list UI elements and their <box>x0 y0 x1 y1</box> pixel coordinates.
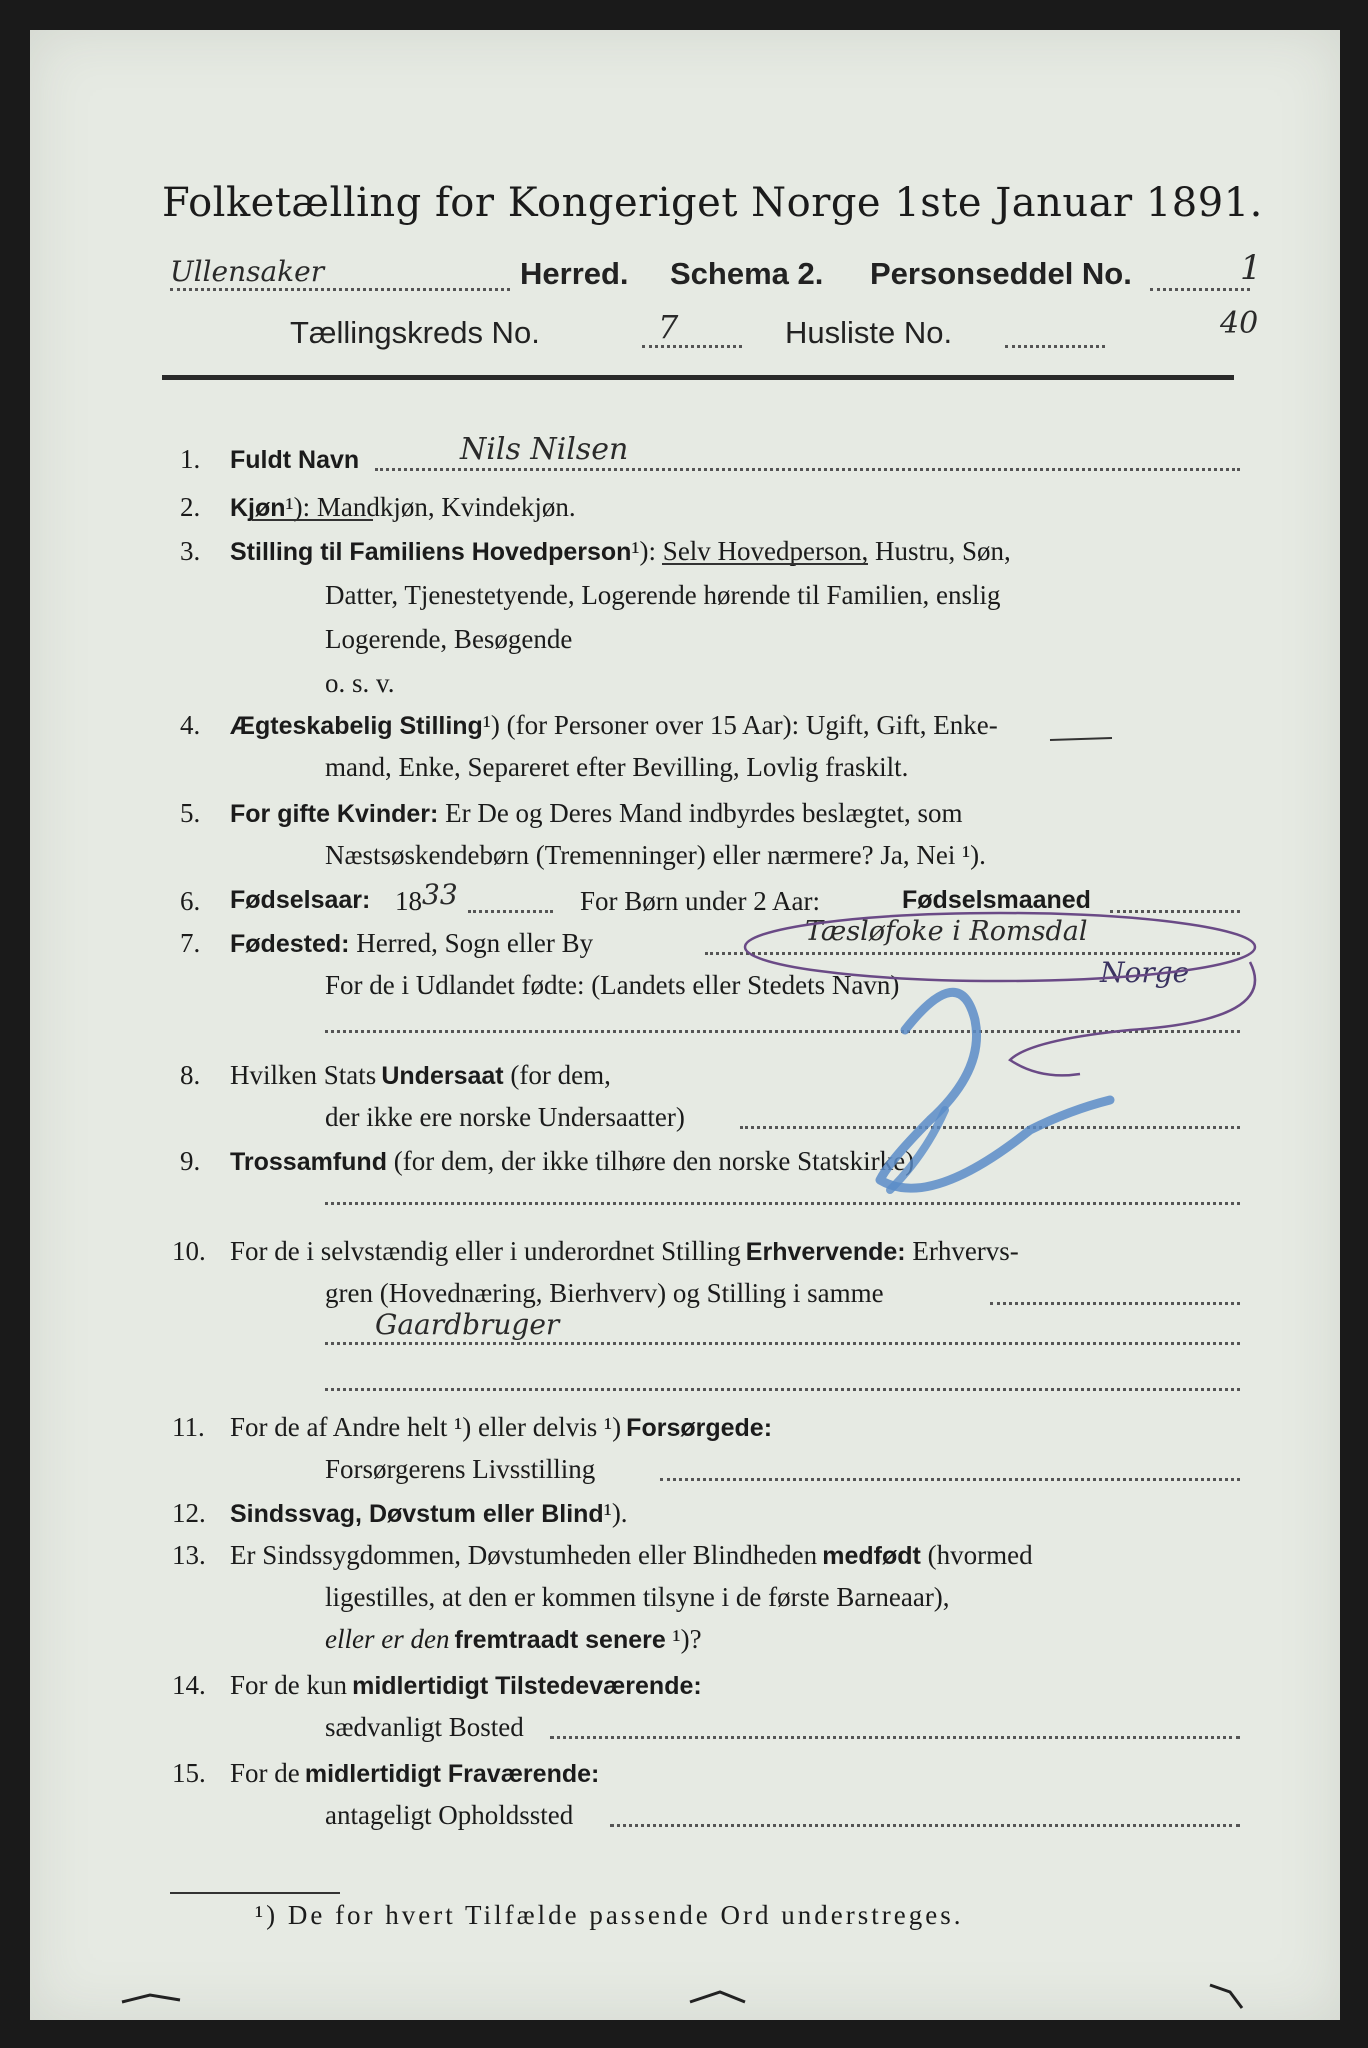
item-13-number: 13. <box>172 1540 206 1570</box>
item-1-label: Fuldt Navn <box>230 446 360 474</box>
item-3-options-1: Selv Hovedperson, Hustru, Søn, <box>656 536 1011 566</box>
item-10-number: 10. <box>172 1236 206 1266</box>
item-2-label: Kjøn <box>230 494 286 522</box>
item-10-text-1b: Erhvervs- <box>905 1236 1019 1266</box>
item-10-text-1: For de i selvstændig eller i underordnet Stilling <box>230 1236 741 1266</box>
item-7-number: 7. <box>180 928 201 958</box>
item-13-line-3 <box>325 1624 702 1655</box>
item-14-label: midlertidigt Tilstedeværende: <box>352 1672 702 1700</box>
item-6-month-label: Fødselsmaaned <box>902 886 1091 914</box>
personseddel-label: Personseddel No. <box>870 256 1132 291</box>
item-15-text-1: For de <box>230 1758 300 1788</box>
kreds-value: 7 <box>658 308 679 346</box>
item-15-line-1 <box>230 1758 599 1789</box>
item-2-sup: ¹): <box>285 492 311 522</box>
item-15-label: midlertidigt Fraværende: <box>304 1760 600 1788</box>
item-1-dots <box>375 468 1240 471</box>
item-14-text-1: For de kun <box>230 1670 347 1700</box>
item-5-question-1: Er De og Deres Mand indbyrdes beslægtet, som <box>438 798 963 828</box>
item-8-text-2: der ikke ere norske Undersaatter) <box>325 1102 685 1132</box>
item-6-children-text: For Børn under 2 Aar: <box>580 886 820 916</box>
item-7-foreign-value: Norge <box>1100 956 1190 989</box>
item-11-text-2: Forsørgerens Livsstilling <box>325 1454 596 1484</box>
item-8-number: 8. <box>180 1060 201 1090</box>
item-7-dots-1 <box>705 952 1240 955</box>
item-15-dots <box>610 1824 1240 1827</box>
item-6-year-value: 33 <box>422 878 458 911</box>
corner-mark-left <box>122 1995 180 2002</box>
item-11-text-1: For de af Andre helt ¹) eller delvis ¹) <box>230 1412 622 1442</box>
underline-gift <box>1050 738 1112 740</box>
item-7-birthplace-value: Tæsløfoke i Romsdal <box>805 916 1088 947</box>
item-5-number: 5. <box>180 798 201 828</box>
item-13-label: medfødt <box>822 1542 921 1570</box>
item-10-text-2: gren (Hovednæring, Bierhverv) og Stilling i samme <box>325 1278 884 1308</box>
item-8-line-1 <box>230 1060 611 1091</box>
item-8-label: Hvilken Stats <box>230 1060 377 1090</box>
item-5-label: For gifte Kvinder: <box>230 800 439 828</box>
item-3-options-2: Datter, Tjenestetyende, Logerende hørende til Familien, enslig <box>325 580 1001 610</box>
kreds-dots <box>642 345 742 348</box>
husliste-label: Husliste No. <box>785 315 953 350</box>
item-4-options-1: (for Personer over 15 Aar): Ugift, Gift, Enke- <box>499 710 998 740</box>
item-4-label: Ægteskabelig Stilling <box>230 712 483 740</box>
herred-value: Ullensaker <box>170 255 325 288</box>
item-3-sup: ¹): <box>631 536 657 566</box>
husliste-dots <box>1005 345 1105 348</box>
corner-mark-center <box>690 1992 745 2002</box>
item-9-text-1: (for dem, der ikke tilhøre den norske Statskirke) <box>386 1146 915 1176</box>
item-3-line-1 <box>230 536 1011 567</box>
item-7-line-1 <box>230 928 593 959</box>
item-13-text-3b: fremtraadt senere <box>454 1626 666 1654</box>
item-13-text-2: ligestilles, at den er kommen tilsyne i de første Barneaar), <box>325 1582 950 1612</box>
item-4-line-1 <box>230 710 998 741</box>
annotation-overlay <box>30 30 1340 2020</box>
item-13-line-1 <box>230 1540 1033 1571</box>
item-9-dots <box>325 1202 1240 1205</box>
item-2-text <box>230 492 576 523</box>
item-6-label: Fødselsaar: <box>230 886 371 914</box>
schema-label: Schema 2. <box>670 256 824 291</box>
item-10-value: Gaardbruger <box>375 1308 560 1341</box>
herred-label: Herred. <box>520 256 629 291</box>
item-3-options-3: Logerende, Besøgende <box>325 624 573 654</box>
kreds-label: Tællingskreds No. <box>290 315 540 350</box>
item-9-number: 9. <box>180 1146 201 1176</box>
item-13-text-3c: ¹)? <box>665 1624 702 1654</box>
item-11-label: Forsørgede: <box>626 1414 773 1442</box>
item-11-dots <box>660 1478 1240 1481</box>
corner-mark-right <box>1210 1985 1242 2008</box>
item-5-question-2: Næstsøskendebørn (Tremenninger) eller nærmere? Ja, Nei ¹). <box>325 840 986 870</box>
item-7-birthplace-text: Herred, Sogn eller By <box>349 928 594 958</box>
item-15-text-2: antageligt Opholdssted <box>325 1800 574 1830</box>
husliste-value: 40 <box>1220 306 1259 341</box>
item-2-options: Mandkjøn, Kvindekjøn. <box>310 492 576 522</box>
item-14-text-2: sædvanligt Bosted <box>325 1712 524 1742</box>
item-4-options-2: mand, Enke, Separeret efter Bevilling, Lovlig fraskilt. <box>325 752 909 782</box>
item-1-number: 1. <box>180 444 201 474</box>
item-12-number: 12. <box>172 1498 206 1528</box>
herred-dots <box>170 288 510 291</box>
item-5-line-1 <box>230 798 963 829</box>
census-form-sheet <box>30 30 1340 2020</box>
item-2-number: 2. <box>180 492 201 522</box>
item-7-label: Fødested: <box>230 930 350 958</box>
item-6-month-dots <box>1110 910 1240 913</box>
item-10-line-1 <box>230 1236 1019 1267</box>
item-12-sup: ¹). <box>603 1498 628 1528</box>
item-15-number: 15. <box>172 1758 206 1788</box>
blue-pencil-mark <box>880 992 1110 1188</box>
item-1-value: Nils Nilsen <box>460 432 629 467</box>
item-13-text-3a: eller er den <box>325 1624 450 1654</box>
item-11-line-1 <box>230 1412 772 1443</box>
item-14-dots <box>550 1736 1240 1739</box>
item-14-number: 14. <box>172 1670 206 1700</box>
item-14-line-1 <box>230 1670 702 1701</box>
item-10-label: Erhvervende: <box>745 1238 906 1266</box>
item-3-label: Stilling til Familiens Hovedperson <box>230 538 632 566</box>
header-rule <box>162 375 1234 380</box>
item-13-text-1: Er Sindssygdommen, Døvstumheden eller Blindheden <box>230 1540 818 1570</box>
item-10-dots-3 <box>325 1388 1240 1391</box>
item-11-number: 11. <box>172 1412 205 1442</box>
footnote-rule <box>170 1892 340 1894</box>
item-6-year-dots <box>468 910 553 913</box>
item-10-dots-2 <box>325 1342 1240 1345</box>
form-title: Folketælling for Kongeriget Norge 1ste Januar 1891. <box>162 180 1263 226</box>
item-7-dots-2 <box>325 1030 1240 1033</box>
item-3-number: 3. <box>180 536 201 566</box>
item-8-label-bold: Undersaat <box>381 1062 504 1090</box>
item-13-text-1b: (hvormed <box>920 1540 1033 1570</box>
item-9-label: Trossamfund <box>230 1148 387 1176</box>
item-6-year-prefix: 18 <box>395 886 422 916</box>
item-8-text-1: (for dem, <box>503 1060 611 1090</box>
personseddel-dots <box>1150 288 1250 291</box>
item-7-foreign-text: For de i Udlandet fødte: (Landets eller Stedets Navn) <box>325 970 900 1000</box>
item-10-dots-1 <box>990 1302 1240 1305</box>
item-4-number: 4. <box>180 710 201 740</box>
item-12-line-1 <box>230 1498 628 1529</box>
item-6-number: 6. <box>180 886 201 916</box>
item-4-sup: ¹) <box>482 710 500 740</box>
item-8-dots <box>740 1126 1240 1129</box>
personseddel-value: 1 <box>1240 248 1262 288</box>
footnote-text: ¹) De for hvert Tilfælde passende Ord understreges. <box>255 1900 964 1930</box>
item-12-label: Sindssvag, Døvstum eller Blind <box>230 1500 604 1528</box>
item-3-options-4: o. s. v. <box>325 668 395 698</box>
item-9-line-1 <box>230 1146 914 1177</box>
